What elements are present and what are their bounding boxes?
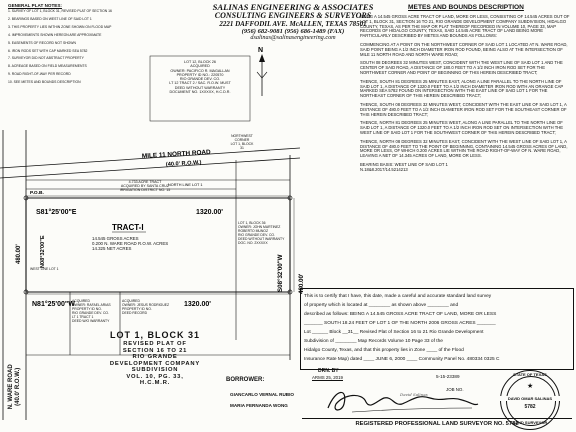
firm-address: 2221 DAFFODIL AVE. McALLEN, TEXAS 78501 [219,19,367,28]
road-row: (40.0' R.O.W.) [165,159,202,168]
general-note-2: 2. BEARINGS BASED ON WEST LINE OF SAID LOT 1 [8,16,92,21]
firm-email: dsalinas@salinasengineering.com [250,34,336,41]
cert-line-2: of property which is located at ________ as shown above ________ and [304,303,459,308]
east-tract-label: LOT 1, BLOCK 36 OWNER: JOHN MARTINEZ ROBERTO MUNOZ RIO GRANDE DEV. CO. DEED WITHOUT WARRANTY DOC. NO. 2XXXXX [238,221,285,245]
west-bearing: N08°32'00"E [40,235,46,268]
cert-line-8: Insurance Rate Map) dated ____ JUNE 6, 2000 ____ Community Panel No. 480334 0325 C [304,357,500,362]
surveyor-signature [322,382,482,418]
general-note-6: 6. IRON RODS SET WITH CAP MARKED SEA 5782 [8,48,88,53]
west-distance: 480.00' [16,244,22,264]
certificate-box [300,288,574,370]
metes-title: METES AND BOUNDS DESCRIPTION [408,4,524,11]
surveyor-seal [500,370,560,430]
lot-12-block-label: LOT 12, BLOCK 26 ACQUIRED OWNER: PACIFICO R. MAGALLAN PROPERTY ID NO.: 220570 RIO GRANDE DEV. CO. LT 12 TRACT 2 / SAC. R.O.W. MUST DEED WITHOUT WARRANTY DOCUMENT NO. 1XXXXX, H.C.D.R. [169,60,231,95]
subdivision-label: REVISED PLAT OF SECTION 16 TO 21 RIO GRANDE DEVELOPMENT COMPANY SUBDIVISION VOL. 10, PG. 33, H.C.M.R. [109,341,201,386]
general-note-10: 10. SEE METES AND BOUNDS DESCRIPTION [8,80,81,85]
signature-text: David Salinas [400,392,428,397]
seal-name: DAVID OMAR SALINAS [497,396,563,401]
metes-paragraph-1: BEING A 14.545 GROSS ACRE TRACT OF LAND, MORE OR LESS, CONSISTING OF 14.545 ACRES OUT OF LOT 1, BLOCK 31, SECTION 16 TO 21, RIO GRANDE DEVELOPMENT COMPANY SUBDIVISION, HIDALGO COUNTY, TEXAS, AS PER THE MAP OR PLAT THEREOF RECORDED IN VOLUME 10, PAGE 33, MAP RECORDS OF HIDALGO COUNTY, TEXAS, SAID 14.545 ACRE TRACT OF LAND BEING MORE PARTICULARLY DESCRIBED BY METES AND BOUNDS AS FOLLOWS: [360,14,570,39]
west-lot-line-label: WEST LINE LOT 1 [30,267,59,271]
general-note-3: 3. THIS PROPERTY LIES WITHIN ZONE SHOWN ON FLOOD MAP [8,24,112,29]
north-arrow-letter: N [258,47,264,54]
north-line-label: NORTH LINE LOT 1 [168,183,203,187]
metes-paragraph-7: THENCE, NORTH 08 DEGREES 32 MINUTES EAST, CONCIDENT WITH THE WEST LINE OF SAID LOT 1, A DISTANCE OF 480.0 FEET TO THE POINT OF BEGINNING, CONTAINING 14.545 GROSS ACRES OF LAND, MORE OR LESS, OF WHICH 0.200 ACRES LIE WITHIN THE ROAD RIGHT-OF-WAY OF N. WARE ROAD, LEAVING A NET OF 14.345 ACRES OF LAND, MORE OR LESS. [360,138,568,159]
general-note-9: 9. ROAD RIGHT-OF-WAY PER RECORD [8,72,71,77]
borrower-name-1: GIANCARLO VERNAL RUBIO [230,392,294,397]
drawn-by-value: ARMS 25, 2019 [312,375,343,380]
cert-line-1: This is to certify that I have, this date, made a careful and accurate standard land survey [304,294,492,299]
north-bearing: S81°25'00"E [36,209,77,216]
south-adjoiner-2: ACQUIRED OWNER: JESUS RODRIGUEZ PROPERTY ID NO. DEED RECORD [122,299,170,315]
metes-paragraph-5: THENCE, SOUTH 08 DEGREES 32 MINUTES WEST, CONCIDENT WITH THE EAST LINE OF SAID LOT 1, A DISTANCE OF 480.0 FEET TO A 1/2 INCH DIAMETER IRON ROD SET FOR THE SOUTHEAST CORNER OF THIS HEREIN DESCRIBED TRACT; [360,101,567,117]
north-distance: 1320.00' [196,209,223,216]
canal-tract-label: 4.733 ACRE TRACT ACQUIRED BY SANTA CRUZ IRRIGATION DISTRICT NO. 15 [119,180,171,193]
general-note-7: 7. SURVEYOR DID NOT ABSTRACT PROPERTY [8,56,84,61]
north-arrow-icon [257,54,267,96]
metes-paragraph-6: THENCE, NORTH 81 DEGREES 25 MINUTES WEST, ALONG A LINE PARALLEL TO THE NORTH LINE OF SAID LOT 1, A DISTANCE OF 1320.0 FEET TO A 1/2 INCH IRON ROD SET ON INTERSECTION WITH THE WEST LINE OF SAID LOT 1 FOR THE SOUTHWEST CORNER OF THIS HEREIN DESCRIBED TRACT; [360,120,564,135]
bearing-basis: BEARING BASIS: WEST LINE OF SAID LOT 1 N.18&8.2017/14.5214213 [360,161,448,172]
general-notes-title: GENERAL PLAT NOTES: [8,3,62,8]
cert-line-3: described as follows: BEING A 14.545 GROSS ACRE TRACT OF LAND, MORE OR LESS [304,312,497,317]
cert-line-6: Subdivision of ________ Map Records Volume 10 Page 33 of the [304,339,443,344]
general-note-5: 5. EASEMENTS OF RECORD NOT SHOWN [8,40,76,45]
firm-name: SALINAS ENGINEERING & ASSOCIATES [212,2,374,12]
road-edge-bottom [0,158,300,178]
general-note-8: 8. ACREAGE BASED ON FIELD MEASUREMENTS [8,64,87,69]
road-label: MILE 11 NORTH ROAD [141,148,211,160]
firm-phones: (956) 682-9081 (956) 686-1489 (FAX) [241,28,345,35]
general-note-1: 1. SURVEY OF LOT 1, BLOCK 31, REVISED PLAT OF SECTION 16 [8,9,112,13]
east-distance: 480.00' [298,273,305,294]
south-bearing: N81°25'00"W [32,301,75,308]
cert-line-5: Lot ______ Block __31__ Revised Plat of Section 16 to 21 Rio Grande Development [304,330,484,335]
seal-bottom-text: LAND SURVEYOR [512,420,548,425]
job-label: JOB NO. [446,387,464,392]
seal-star-icon: ★ [527,383,534,390]
pob-label: P.O.B. [30,191,44,196]
cert-line-4: _______ SOUTH 18.24 FEET OF LOT 1 OF THE NORTH 2006 GROSS ACRES _______ [304,321,496,326]
registration-line: REGISTERED PROFESSIONAL LAND SURVEYOR NO. 5782 [302,418,572,427]
tract-title: TRACT-I [112,223,144,232]
nw-corner-label: NORTHWEST CORNER LOT 1, BLOCK 31 [230,134,254,150]
cert-line-7: Hidalgo County, Texas, and that this property lies in Zone ____ of the Flood [304,348,464,353]
south-adjoiner-1: ACQUIRED OWNER: RAFAEL ARIAS PROPERTY ID NO. RIO GRANDE DEV. CO. LT 1 TRACT 1 DEED W/O WARRANTY [72,299,111,323]
seal-number: 5782 [524,404,536,410]
borrower-name-2: MARIA FERNANDA WONG [230,403,288,408]
ware-road-label: N. WARE ROAD (40.0' R.O.W.) [8,364,21,410]
seal-top-text: STATE OF TEXAS [513,372,547,377]
tract-info: 14.545 GROSS ACRES 0.200 N. WARE ROAD R.O.W. ACRES 14.325 NET ACRES [92,236,169,251]
metes-paragraph-4: THENCE, SOUTH 81 DEGREES 25 MINUTES EAST, ALONG A LINE PARALLEL TO THE NORTH LINE OF SAID LOT 1, A DISTANCE OF 1320.0 FEET TO A 1/2 INCH DIAMETER IRON ROD WITH AN ORANGE CAP MARKED SEA 5782 FOUND ON INTERSECTION WITH THE EAST LINE OF SAID LOT 1 FOR THE NORTHEAST CORNER OF THIS HEREIN DESCRIBED TRACT; [360,78,564,99]
date-value: 5-15-23389 [436,374,460,379]
borrower-label: BORROWER: [226,377,265,383]
general-note-4: 4. IMPROVEMENTS SHOWN HEREON ARE APPROXIMATE [8,32,102,37]
metes-paragraph-2: COMMENCING AT A POINT ON THE NORTHWEST CORNER OF SAID LOT 1 LOCATED AT N. WARE ROAD, SAID POINT BEING A 1/2 INCH DIAMETER IRON ROD FOUND, BEING ALSO AT THE INTERSECTION OF MILE 11 NORTH ROAD AND NORTH WARE ROAD; [360,41,568,57]
south-distance: 1320.00' [184,301,211,308]
east-bearing: S08°32'00"W [277,254,284,292]
lot-block-title: LOT 1, BLOCK 31 [109,330,200,340]
drawn-by-label: DRN. BY [318,368,339,374]
metes-paragraph-3: SOUTH 08 DEGREES 32 MINUTES WEST, CONCIDENT WITH THE WEST LINE OF SAID LOT 1 AND THE CENTER OF SAID ROAD, A DISTANCE OF 180.0 FEET TO A 1/2 INCH IRON ROD SET FOR THE NORTHWEST CORNER AND POINT OF BEGINNING OF THIS HEREIN DESCRIBED TRACT; [360,60,563,75]
firm-subtitle: CONSULTING ENGINEERS & SURVEYORS [214,11,372,20]
